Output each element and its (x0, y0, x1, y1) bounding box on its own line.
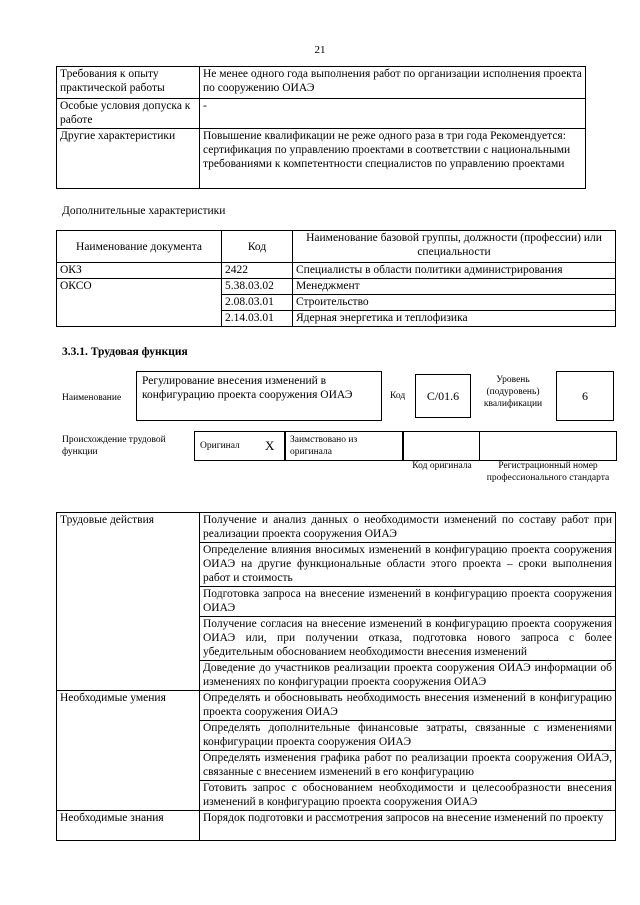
reg-number-label: Регистрационный номер профессионального стандарта (486, 461, 610, 483)
list-item: Определять и обосновывать необходимость внесения изменений в конфигурацию проекта сооружения ОИАЭ (200, 691, 616, 721)
code-cell: 2422 (222, 263, 293, 279)
table-row (57, 279, 616, 295)
list-item: Определение влияния вносимых изменений в конфигурацию проекта сооружения ОИАЭ на другие функциональные области этого проекта – сроки выполнения работ и стоимость (200, 543, 616, 587)
code-cell: 5.38.03.02 (222, 279, 293, 295)
name-cell: Ядерная энергетика и теплофизика (293, 311, 616, 327)
borrowed-label: Заимствовано из оригинала (290, 435, 358, 457)
code-box (415, 374, 471, 418)
original-mark: X (265, 438, 275, 453)
level-value: 6 (582, 388, 588, 403)
additional-table (56, 230, 616, 327)
row-label: Необходимые знания (57, 811, 200, 841)
list-item: Доведение до участников реализации проекта сооружения ОИАЭ информации об изменениях по конфигурации проекта сооружения ОИАЭ (200, 661, 616, 691)
list-item: Порядок подготовки и рассмотрения запросов на внесение изменений по проекту (200, 811, 616, 841)
level-label: Уровень (подуровень) квалификации (483, 375, 543, 409)
list-item: Готовить запрос с обоснованием необходимости и целесообразности внесения изменений в конфигурацию проекта сооружения ОИАЭ (200, 781, 616, 811)
labor-function-table (56, 512, 616, 841)
list-item: Определять дополнительные финансовые затраты, связанные с изменениями конфигурации проекта сооружения ОИАЭ (200, 721, 616, 751)
borrowed-box (284, 431, 404, 461)
table-row (57, 691, 616, 721)
table-row (57, 811, 616, 841)
reg-number-box (479, 431, 617, 461)
table-row (57, 513, 616, 543)
doc-cell: ОКЗ (57, 263, 222, 279)
name-cell: Строительство (293, 295, 616, 311)
column-header: Наименование базовой группы, должности (профессии) или специальности (293, 231, 616, 263)
function-title: 3.3.1. Трудовая функция (62, 346, 188, 358)
row-label: Особые условия допуска к работе (57, 99, 200, 129)
name-label: Наименование (62, 393, 122, 403)
name-cell: Менеджмент (293, 279, 616, 295)
function-name-box (136, 371, 382, 421)
code-cell: 2.08.03.01 (222, 295, 293, 311)
page-number: 21 (314, 44, 326, 56)
list-item: Определять изменения графика работ по реализации проекта сооружения ОИАЭ, связанные с внесением изменений в его конфигурацию (200, 751, 616, 781)
table-row (57, 99, 586, 129)
table-row (57, 129, 586, 189)
column-header: Код (222, 231, 293, 263)
original-label: Оригинал (200, 441, 240, 451)
row-label: Другие характеристики (57, 129, 200, 189)
doc-cell: ОКСО (57, 279, 222, 327)
requirements-table (56, 66, 586, 189)
name-cell: Специалисты в области политики администрирования (293, 263, 616, 279)
list-item: Подготовка запроса на внесение изменений в конфигурацию проекта сооружения ОИАЭ (200, 587, 616, 617)
code-value: C/01.6 (426, 388, 460, 403)
code-original-label: Код оригинала (412, 461, 472, 471)
function-name: Регулирование внесения изменений в конфигурацию проекта сооружения ОИАЭ (142, 375, 353, 401)
code-original-box (402, 431, 480, 461)
row-label: Необходимые умения (57, 691, 200, 811)
list-item: Получение и анализ данных о необходимости изменений по составу работ при реализации проекта сооружения ОИАЭ (200, 513, 616, 543)
level-box (556, 371, 614, 421)
origin-label: Происхождение трудовой функции (62, 435, 166, 457)
row-value: Повышение квалификации не реже одного раза в три года Рекомендуется: сертификация по управлению проектами в соответствии с национальными требованиями к компетентности специалистов по управлению проектами (200, 129, 586, 189)
list-item: Получение согласия на внесение изменений в конфигурацию проекта сооружения ОИАЭ или, при получении отказа, подготовка нового запроса с более убедительным обоснованием необходимости внесения изменений (200, 617, 616, 661)
table-row (57, 263, 616, 279)
row-value: Не менее одного года выполнения работ по организации исполнения проекта по сооружению ОИАЭ (200, 67, 586, 99)
column-header: Наименование документа (57, 231, 222, 263)
row-value: - (200, 99, 586, 129)
table-header-row (57, 231, 616, 263)
row-label: Требования к опыту практической работы (57, 67, 200, 99)
code-label: Код (390, 391, 406, 401)
original-box (194, 431, 286, 461)
code-cell: 2.14.03.01 (222, 311, 293, 327)
table-row (57, 67, 586, 99)
section-title: Дополнительные характеристики (62, 205, 226, 217)
row-label: Трудовые действия (57, 513, 200, 691)
